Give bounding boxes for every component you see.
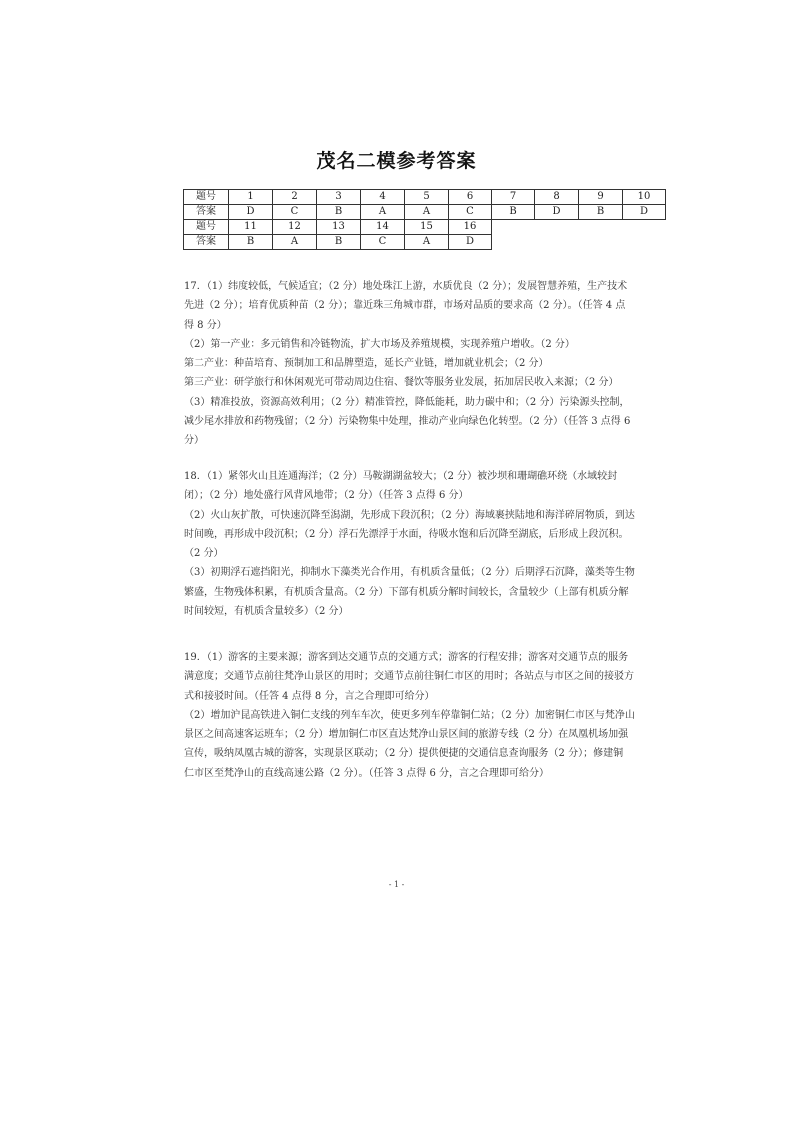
answer-line: 时间较短，有机质含量较多）（2 分）	[184, 606, 349, 618]
row-header-cell: 答案	[184, 205, 229, 220]
answer-line: 18．（1）紧邻火山且连通海洋；（2 分）马鞍湖湖盆较大；（2 分）被沙坝和珊瑚礁环绕（水域较封	[184, 471, 618, 482]
row-header-cell: 答案	[184, 235, 229, 250]
table-cell: 13	[317, 220, 361, 235]
table-row	[184, 190, 666, 205]
page-number: - 1 -	[388, 880, 405, 889]
answer-line: 景区之间高速客运班车；（2 分）增加铜仁市区直达梵净山景区间的旅游专线（2 分）在凤凰机场加强	[184, 729, 629, 741]
answer-line: 时间晚，再形成中段沉积；（2 分）浮石先漂浮于水面，待吸水饱和后沉降至湖底，后形成上段沉积。	[184, 528, 629, 540]
question-17	[184, 277, 666, 451]
table-cell: C	[361, 235, 405, 250]
table-row	[184, 220, 666, 235]
table-cell: 8	[535, 190, 579, 205]
answer-line: （3）精准投放，资源高效利用；（2 分）精准管控，降低能耗，助力碳中和；（2 分）污染源头控制，	[184, 396, 630, 408]
table-cell: 2	[273, 190, 317, 205]
table-cell: 14	[361, 220, 405, 235]
row-header-cell: 题号	[184, 220, 229, 235]
table-cell: 10	[623, 190, 666, 205]
answer-line: 式和接驳时间。（任答 4 点得 8 分，言之合理即可给分）	[184, 690, 435, 702]
answer-table-body	[184, 190, 666, 250]
table-cell: 4	[361, 190, 405, 205]
table-row	[184, 235, 666, 250]
table-cell: 9	[579, 190, 623, 205]
table-cell: D	[623, 205, 666, 220]
answer-line: （3）初期浮石遮挡阳光，抑制水下藻类光合作用，有机质含量低；（2 分）后期浮石沉降，藻类等生物	[184, 567, 635, 579]
table-cell: 6	[449, 190, 492, 205]
table-cell: A	[361, 205, 405, 220]
page-title: 茂名二模参考答案	[316, 150, 477, 172]
row-header-cell: 题号	[184, 190, 229, 205]
table-cell: C	[273, 205, 317, 220]
empty-cell	[492, 235, 535, 250]
table-cell: A	[405, 205, 449, 220]
answer-line: 满意度；交通节点前往梵净山景区的用时；交通节点前往铜仁市区的用时；各站点与市区之间的接驳方	[184, 671, 634, 683]
answer-line: 分）	[184, 435, 204, 447]
table-cell: 7	[492, 190, 535, 205]
table-cell: B	[317, 205, 361, 220]
answer-line: （2）火山灰扩散，可快速沉降至潟湖，先形成下段沉积；（2 分）海域裹挟陆地和海洋碎屑物质，到达	[184, 509, 635, 521]
table-cell: 15	[405, 220, 449, 235]
answer-line: 宣传，吸纳凤凰古城的游客，实现景区联动；（2 分）提供便捷的交通信息查询服务（2 分）；修建铜	[184, 748, 624, 760]
answer-line: 繁盛，生物残体积累，有机质含量高。（2 分）下部有机质分解时间较长，含量较少（上部有机质分解	[184, 586, 629, 598]
answer-line: 仁市区至梵净山的直线高速公路（2 分）。（任答 3 点得 6 分，言之合理即可给分）	[184, 767, 549, 779]
table-cell: B	[492, 205, 535, 220]
table-cell: A	[405, 235, 449, 250]
table-cell: D	[535, 205, 579, 220]
answer-line: 第三产业：研学旅行和休闲观光可带动周边住宿、餐饮等服务业发展，拓加居民收入来源；（2 分）	[184, 377, 619, 389]
empty-cell	[535, 235, 579, 250]
table-cell: B	[229, 235, 273, 250]
question-19	[184, 648, 666, 783]
table-cell: 12	[273, 220, 317, 235]
answer-line: （2）第一产业：多元销售和冷链物流，扩大市场及养殖规模，实现养殖户增收。（2 分）	[184, 338, 575, 350]
answer-line: 第二产业：种苗培育、预制加工和品牌塑造，延长产业链，增加就业机会；（2 分）	[184, 358, 549, 370]
empty-cell	[535, 220, 579, 235]
empty-cell	[579, 235, 623, 250]
table-cell: D	[229, 205, 273, 220]
table-cell: 3	[317, 190, 361, 205]
table-cell: D	[449, 235, 492, 250]
table-cell: 1	[229, 190, 273, 205]
empty-cell	[579, 220, 623, 235]
table-cell: 5	[405, 190, 449, 205]
answer-line: 17．（1）纬度较低，气候适宜；（2 分）地处珠江上游，水质优良（2 分）；发展智慧养殖，生产技术	[184, 281, 628, 292]
answer-line: （2）增加沪昆高铁进入铜仁支线的列车车次，使更多列车停靠铜仁站；（2 分）加密铜仁市区与梵净山	[184, 709, 635, 721]
answer-table	[183, 189, 666, 250]
table-cell: B	[317, 235, 361, 250]
answer-line: 先进（2 分）；培育优质种苗（2 分）；靠近珠三角城市群，市场对品质的要求高（2 分）。（任答 4 点	[184, 300, 626, 312]
empty-cell	[492, 220, 535, 235]
answer-line: 得 8 分）	[184, 319, 227, 331]
question-18	[184, 467, 666, 621]
table-cell: C	[449, 205, 492, 220]
answer-line: 减少尾水排放和药物残留；（2 分）污染物集中处理，推动产业向绿色化转型。（2 分）（任答 3 点得 6	[184, 416, 631, 428]
table-cell: A	[273, 235, 317, 250]
empty-cell	[623, 235, 666, 250]
empty-cell	[623, 220, 666, 235]
answer-line: 19．（1）游客的主要来源；游客到达交通节点的交通方式；游客的行程安排；游客对交通节点的服务	[184, 652, 629, 663]
table-cell: 11	[229, 220, 273, 235]
table-cell: 16	[449, 220, 492, 235]
table-cell: B	[579, 205, 623, 220]
table-row	[184, 205, 666, 220]
answer-line: （2 分）	[184, 548, 224, 560]
answer-line: 闭）；（2 分）地处盛行风背风地带；（2 分）（任答 3 点得 6 分）	[184, 490, 469, 502]
